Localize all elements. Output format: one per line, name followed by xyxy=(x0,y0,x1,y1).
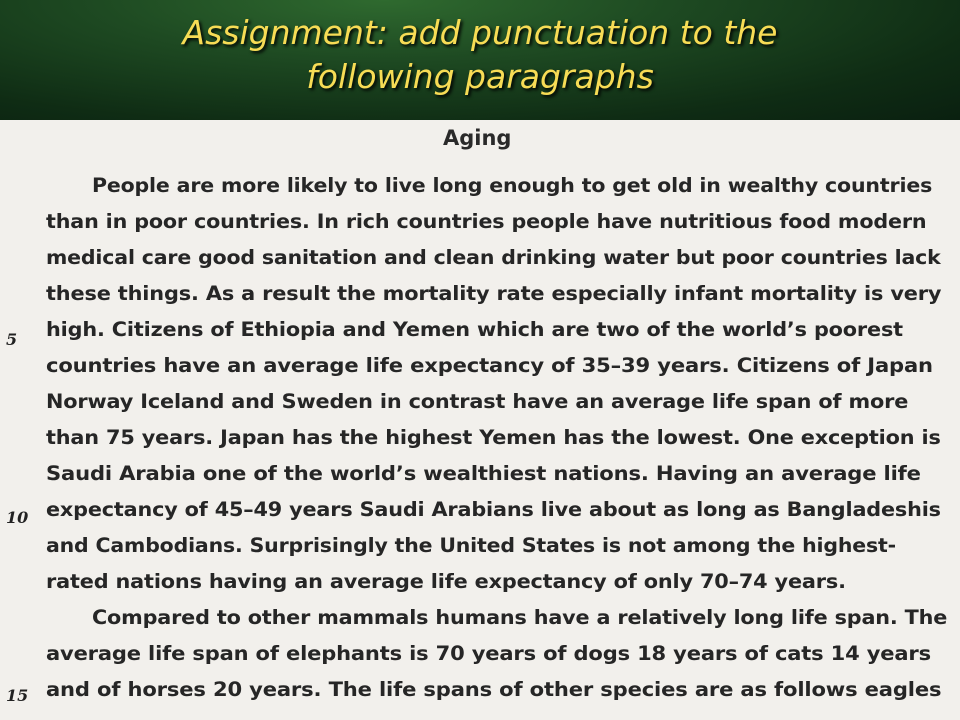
paragraph-line: Compared to other mammals humans have a relatively long life span. The xyxy=(92,606,948,629)
paragraph-line: expectancy of 45–49 years Saudi Arabians live about as long as Bangladeshis xyxy=(46,498,941,521)
paragraph-line: People are more likely to live long enough to get old in wealthy countries xyxy=(92,174,933,197)
paragraph-line: than 75 years. Japan has the highest Yemen has the lowest. One exception is xyxy=(46,426,941,449)
paragraph-line: medical care good sanitation and clean drinking water but poor countries lack xyxy=(46,246,941,269)
paragraph-line: Saudi Arabia one of the world’s wealthiest nations. Having an average life xyxy=(46,462,921,485)
slide-title-line-2: following paragraphs xyxy=(306,57,654,96)
paragraph-line: average life span of elephants is 70 years of dogs 18 years of cats 14 years xyxy=(46,642,931,665)
slide-header xyxy=(0,0,960,120)
paragraph-line: and Cambodians. Surprisingly the United States is not among the highest- xyxy=(46,534,896,557)
line-number: 5 xyxy=(6,330,18,349)
paragraph-line: Norway Iceland and Sweden in contrast have an average life span of more xyxy=(46,390,909,413)
line-number: 15 xyxy=(6,686,29,705)
paragraph-line: and of horses 20 years. The life spans of other species are as follows eagles xyxy=(46,678,942,701)
line-number: 10 xyxy=(6,508,29,527)
slide-title-line-1: Assignment: add punctuation to the xyxy=(182,13,778,52)
paragraph-line: high. Citizens of Ethiopia and Yemen which are two of the world’s poorest xyxy=(46,318,903,341)
document-heading: Aging xyxy=(443,126,512,150)
paragraph-line: countries have an average life expectancy of 35–39 years. Citizens of Japan xyxy=(46,354,933,377)
paragraph-line: rated nations having an average life expectancy of only 70–74 years. xyxy=(46,570,846,593)
scanned-page xyxy=(0,120,960,720)
paragraph-line: these things. As a result the mortality rate especially infant mortality is very xyxy=(46,282,942,305)
paragraph-line: than in poor countries. In rich countries people have nutritious food modern xyxy=(46,210,927,233)
